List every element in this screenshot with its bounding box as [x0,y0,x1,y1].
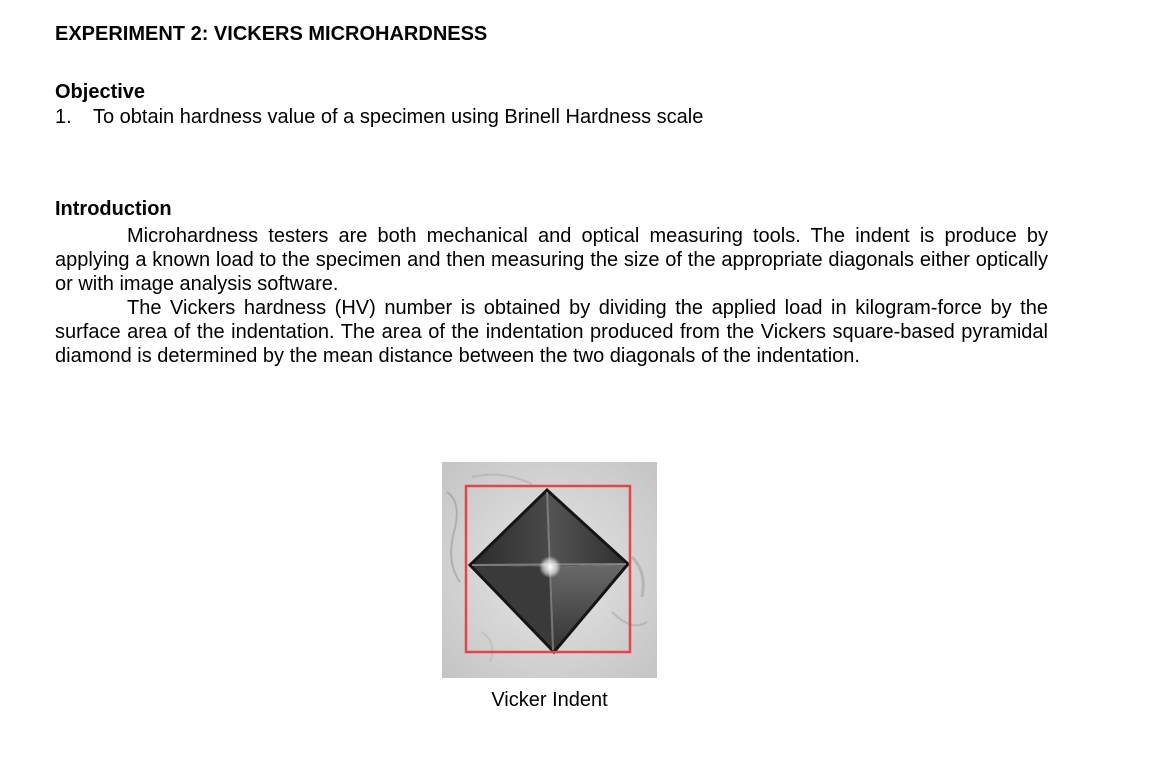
vickers-indent-image [442,462,657,678]
introduction-body [55,224,1048,368]
objective-item-text: To obtain hardness value of a specimen using Brinell Hardness scale [93,106,704,128]
objective-list [55,105,703,129]
objective-item [55,105,703,129]
objective-heading: Objective [55,81,146,103]
introduction-paragraph: Microhardness testers are both mechanical and optical measuring tools. The indent is produce by applying a known load to the specimen and then measuring the size of the appropriate diagonals either optically or with image analysis software. [55,225,1048,295]
objective-item-number: 1. [55,106,72,128]
document-title: EXPERIMENT 2: VICKERS MICROHARDNESS [55,23,488,45]
introduction-heading: Introduction [55,198,172,220]
figure-caption: Vicker Indent [491,689,608,711]
introduction-paragraph: The Vickers hardness (HV) number is obtained by dividing the applied load in kilogram-force by the surface area of the indentation. The area of the indentation produced from the Vickers square-based pyramidal diamond is determined by the mean distance between the two diagonals of the indentation. [55,297,1048,367]
vickers-indent-micrograph [442,462,657,678]
